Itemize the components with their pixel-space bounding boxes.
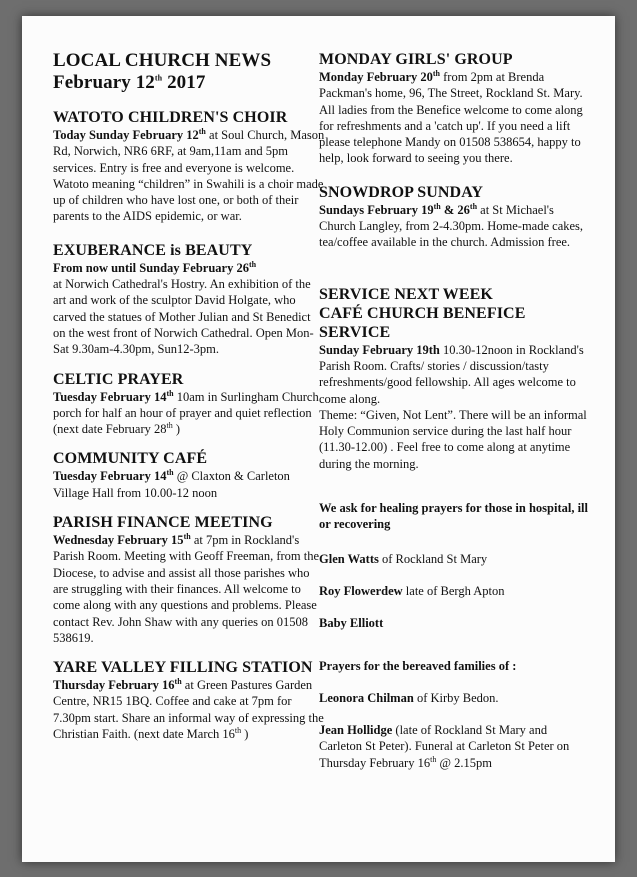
left-column bbox=[53, 50, 325, 752]
section-watoto bbox=[53, 108, 325, 225]
prayer-person: Glen Watts of Rockland St Mary bbox=[319, 551, 488, 566]
section-healing-prayers bbox=[319, 500, 589, 631]
section-body: Sunday February 19th 10.30-12noon in Rockland's Parish Room. Crafts/ stories / discussion/tasty refreshments/good fellowship. All ages welcome to come along. bbox=[319, 342, 584, 406]
bereaved-person: Leonora Chilman of Kirby Bedon. bbox=[319, 690, 499, 705]
section-body: Thursday February 16th at Green Pastures Garden Centre, NR15 1BQ. Coffee and cake at 7pm for 7.30pm start. Share an informal way of expressing the Christian Faith. (next date March 16th ) bbox=[53, 676, 324, 742]
section-girls bbox=[319, 50, 589, 167]
bereaved-title: Prayers for the bereaved families of : bbox=[319, 658, 517, 673]
section-heading: SNOWDROP SUNDAY bbox=[319, 183, 484, 201]
section-yare bbox=[53, 658, 325, 742]
section-finance bbox=[53, 513, 325, 646]
newsletter-page bbox=[22, 16, 615, 862]
section-date: From now until Sunday February 26th bbox=[53, 259, 257, 275]
prayers-title: We ask for healing prayers for those in hospital, ill or recovering bbox=[319, 501, 589, 532]
section-heading: SERVICE NEXT WEEK bbox=[319, 285, 493, 303]
section-heading: WATOTO CHILDREN'S CHOIR bbox=[53, 109, 288, 126]
section-body: Theme: “Given, Not Lent”. There will be an informal Holy Communion service during the last half hour (11.30-12.00) . Feel free to come along at anytime during the morning. bbox=[319, 407, 587, 471]
section-heading: CELTIC PRAYER bbox=[53, 370, 184, 388]
section-heading: EXUBERANCE is BEAUTY bbox=[53, 241, 253, 259]
section-exuberance bbox=[53, 241, 325, 358]
right-column bbox=[319, 50, 589, 771]
section-service bbox=[319, 285, 589, 472]
section-heading: YARE VALLEY FILLING STATION bbox=[53, 659, 313, 677]
section-body: Watoto meaning “children” in Swahili is a choir made up of children who have lost one, or both of their parents to the AIDS epidemic, or war. bbox=[53, 176, 324, 224]
section-bereaved bbox=[319, 658, 589, 771]
section-heading: MONDAY GIRLS' GROUP bbox=[319, 51, 513, 68]
section-body: Wednesday February 15th at 7pm in Rockland's Parish Room. Meeting with Geoff Freeman, from the Diocese, to advise and assist all those parishes who are struggling with their finances. All welcome to come along with any questions and problems. Please contact Rev. John Shaw with any queries on 01508 538619. bbox=[53, 531, 320, 645]
section-heading: PARISH FINANCE MEETING bbox=[53, 514, 273, 532]
bereaved-person: Jean Hollidge (late of Rockland St Mary and Carleton St Peter). Funeral at Carleton St Peter on Thursday February 16th @ 2.15pm bbox=[319, 723, 570, 770]
prayer-person: Baby Elliott bbox=[319, 616, 384, 631]
section-body: Tuesday February 14th @ Claxton & Carleton Village Hall from 10.00-12 noon bbox=[53, 468, 290, 500]
section-celtic bbox=[53, 370, 325, 438]
section-snowdrop bbox=[319, 183, 589, 251]
section-body: at Norwich Cathedral's Hostry. An exhibition of the art and work of the sculptor David Holgate, who carved the statues of Mother Julian and St Benedict on the west front of Norwich Cathedral. Open Mon-Sat 9.30am-4.30pm, Sun12-3pm. bbox=[53, 277, 314, 357]
page-title: LOCAL CHURCH NEWS bbox=[53, 50, 272, 71]
page-date: February 12th 2017 bbox=[53, 72, 206, 93]
section-heading: COMMUNITY CAFÉ bbox=[53, 450, 208, 468]
section-body: Tuesday February 14th 10am in Surlingham Church porch for half an hour of prayer and quiet reflection (next date February 28th ) bbox=[53, 388, 319, 437]
prayer-person: Roy Flowerdew late of Bergh Apton bbox=[319, 583, 505, 598]
section-subheading: CAFÉ CHURCH BENEFICE SERVICE bbox=[319, 304, 526, 341]
section-body: Today Sunday February 12th at Soul Church, Mason Rd, Norwich, NR6 6RF, at 9am,11am and 5pm services. Entry is free and everyone is welcome. bbox=[53, 126, 325, 175]
section-body: Monday February 20th from 2pm at Brenda Packman's home, 96, The Street, Rockland St. Mary. All ladies from the Benefice welcome to come along for refreshments and a 'catch up'. If you need a lift please telephone Mandy on 01508 538654, happy to help, look forward to seeing you there. bbox=[319, 68, 583, 166]
section-body: Sundays February 19th & 26th at St Michael's Church Langley, from 2-4.30pm. Home-made cakes, tea/coffee available in the church. Admission free. bbox=[319, 201, 584, 250]
section-cafe bbox=[53, 449, 325, 501]
header bbox=[53, 50, 325, 94]
